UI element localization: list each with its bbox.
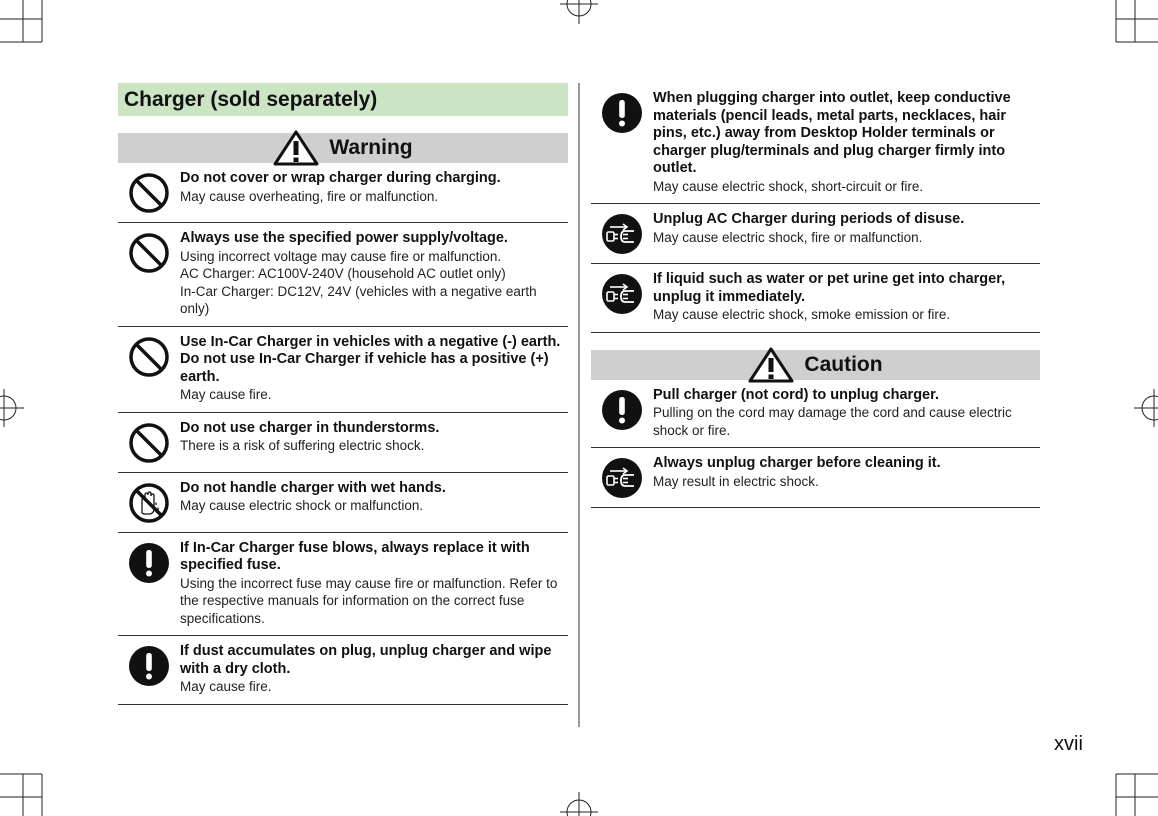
warning-item-body: Using the incorrect fuse may cause fire or malfunction. Refer to the respective manuals for information on the correct fuse specifications. <box>180 575 558 626</box>
column-divider <box>578 83 580 727</box>
warning-item-title: Always use the specified power supply/voltage. <box>180 230 508 246</box>
warning-item-body: In-Car Charger: DC12V, 24V (vehicles with a negative earth only) <box>180 283 537 316</box>
warning-item <box>118 533 568 637</box>
warning-item-title: Do not cover or wrap charger during charging. <box>180 170 501 186</box>
warning-item-body: Using incorrect voltage may cause fire or malfunction. <box>180 248 502 264</box>
warning-item-body: May cause electric shock, smoke emission or fire. <box>653 307 951 322</box>
unplug-icon <box>591 271 653 324</box>
prohibited-icon <box>118 420 180 464</box>
warning-list-left <box>118 163 568 705</box>
warning-item-text <box>180 420 568 464</box>
warning-item <box>591 204 1040 264</box>
warning-item <box>118 413 568 473</box>
warning-item-title: Do not handle charger with wet hands. <box>180 479 446 496</box>
mandatory-icon <box>591 387 653 440</box>
caution-item-text <box>653 387 1040 440</box>
warning-item-title: If In-Car Charger fuse blows, always replace it with specified fuse. <box>180 539 530 573</box>
warning-item-text <box>180 170 568 214</box>
prohibited-icon <box>118 170 180 214</box>
warning-item-text <box>180 540 568 628</box>
warning-item-body: May cause electric shock or malfunction. <box>180 498 424 513</box>
unplug-icon <box>591 211 653 255</box>
warning-item-text <box>180 230 568 318</box>
warning-item <box>118 473 568 533</box>
caution-item <box>591 448 1040 508</box>
warning-item-title: When plugging charger into outlet, keep conductive materials (pencil leads, metal parts, necklaces, hair pins, etc.) away from Desktop Holder terminals or charger plug/terminals and plug charger firmly into outlet. <box>653 90 1011 176</box>
unplug-icon <box>591 455 653 499</box>
warning-item-body: AC Charger: AC100V-240V (household AC outlet only) <box>180 266 506 281</box>
warning-item-body: May cause electric shock, fire or malfunction. <box>653 229 923 245</box>
prohibited-icon <box>118 230 180 318</box>
caution-item-body: Pulling on the cord may damage the cord and cause electric shock or fire. <box>653 405 1012 438</box>
caution-item-title: Always unplug charger before cleaning it. <box>653 455 941 471</box>
warning-item-title: If liquid such as water or pet urine get into charger, unplug it immediately. <box>653 271 1006 305</box>
warning-item <box>591 83 1040 204</box>
warning-item-text <box>653 90 1040 195</box>
caution-item-body: May result in electric shock. <box>653 473 819 489</box>
caution-banner <box>591 350 1040 380</box>
warning-item-title: Do not use charger in thunderstorms. <box>180 419 440 436</box>
warning-triangle-icon <box>273 130 319 166</box>
warning-list-right <box>591 83 1040 333</box>
warning-item-title: Unplug AC Charger during periods of disuse. <box>653 211 965 227</box>
page-number: xvii <box>1054 733 1083 755</box>
warning-item-text <box>180 480 568 524</box>
warning-item <box>118 223 568 327</box>
section-title: Charger (sold separately) <box>118 83 568 116</box>
warning-item-body: May cause fire. <box>180 387 272 402</box>
mandatory-icon <box>118 540 180 628</box>
caution-label: Caution <box>804 352 883 376</box>
warning-item <box>118 636 568 705</box>
warning-item-title: Use In-Car Charger in vehicles with a negative (-) earth. Do not use In-Car Charger if vehicle has a positive (+) earth. <box>180 333 561 385</box>
no-wet-hands-icon <box>118 480 180 524</box>
left-column <box>118 83 568 705</box>
caution-item-title: Pull charger (not cord) to unplug charger. <box>653 386 939 403</box>
warning-item-body: May cause overheating, fire or malfunction. <box>180 188 439 204</box>
warning-banner <box>118 133 568 163</box>
warning-label: Warning <box>329 136 413 159</box>
warning-item <box>591 264 1040 333</box>
warning-item-title: If dust accumulates on plug, unplug charger and wipe with a dry cloth. <box>180 643 552 677</box>
warning-item-text <box>180 643 568 696</box>
warning-item-body: May cause electric shock, short-circuit or fire. <box>653 178 924 194</box>
warning-item-text <box>180 334 568 404</box>
caution-item <box>591 380 1040 449</box>
warning-item <box>118 327 568 413</box>
caution-item-text <box>653 455 1040 499</box>
mandatory-icon <box>118 643 180 696</box>
caution-triangle-icon <box>748 347 794 383</box>
prohibited-icon <box>118 334 180 404</box>
warning-item <box>118 163 568 223</box>
right-column <box>591 83 1040 508</box>
mandatory-icon <box>591 90 653 195</box>
warning-item-body: May cause fire. <box>180 679 272 694</box>
caution-list <box>591 380 1040 509</box>
warning-item-text <box>653 211 1040 255</box>
warning-item-body: There is a risk of suffering electric shock. <box>180 438 425 453</box>
warning-item-text <box>653 271 1040 324</box>
